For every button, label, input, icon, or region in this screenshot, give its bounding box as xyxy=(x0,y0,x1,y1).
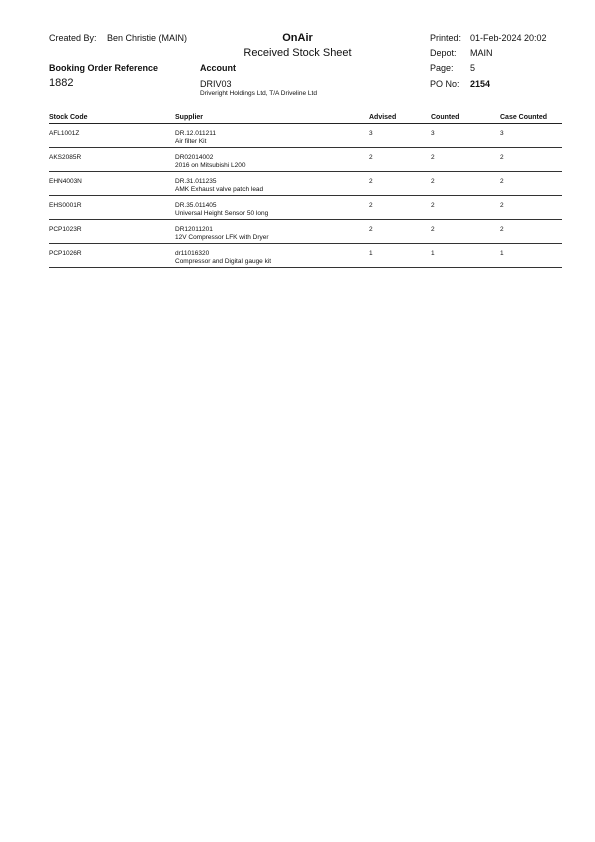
case-counted-qty: 3 xyxy=(500,130,504,137)
page-value: 5 xyxy=(470,63,476,73)
supplier-ref: DR12011201 xyxy=(175,226,213,233)
advised-qty: 3 xyxy=(369,130,373,137)
advised-qty: 2 xyxy=(369,226,373,233)
stock-code: PCP1023R xyxy=(49,226,82,233)
item-description: Air filter Kit xyxy=(175,138,207,145)
table-header-row xyxy=(49,114,562,124)
case-counted-qty: 2 xyxy=(500,226,504,233)
case-counted-qty: 2 xyxy=(500,154,504,161)
account-name: Driveright Holdings Ltd, T/A Driveline Ltd xyxy=(200,90,317,97)
col-header-case-counted: Case Counted xyxy=(500,114,548,121)
advised-qty: 1 xyxy=(369,250,373,257)
col-header-counted: Counted xyxy=(431,114,460,121)
advised-qty: 2 xyxy=(369,178,373,185)
supplier-ref: DR.12.011211 xyxy=(175,130,216,137)
supplier-ref: dr11016320 xyxy=(175,250,210,257)
stock-code: PCP1026R xyxy=(49,250,82,257)
booking-ref-label: Booking Order Reference xyxy=(49,63,159,73)
account-code: DRIV03 xyxy=(200,79,232,89)
counted-qty: 2 xyxy=(431,154,435,161)
advised-qty: 2 xyxy=(369,154,373,161)
po-value: 2154 xyxy=(470,79,491,89)
item-description: 12V Compressor LFK with Dryer xyxy=(175,234,269,241)
table-row xyxy=(49,196,562,220)
sheet-title: Received Stock Sheet xyxy=(243,47,352,59)
counted-qty: 3 xyxy=(431,130,435,137)
item-description: Compressor and Digital gauge kit xyxy=(175,258,272,265)
company-name: OnAir xyxy=(282,32,313,44)
supplier-ref: DR.35.011405 xyxy=(175,202,217,209)
stock-code: AKS2085R xyxy=(49,154,82,161)
printed-label: Printed: xyxy=(430,33,462,43)
table-row xyxy=(49,124,562,148)
stock-table xyxy=(49,114,562,268)
account-label: Account xyxy=(200,63,236,73)
counted-qty: 2 xyxy=(431,202,435,209)
page-label: Page: xyxy=(430,63,454,73)
table-row xyxy=(49,244,562,268)
table-row xyxy=(49,220,562,244)
item-description: Universal Height Sensor 50 long xyxy=(175,210,269,217)
depot-value: MAIN xyxy=(470,48,493,58)
col-header-supplier: Supplier xyxy=(175,114,204,121)
counted-qty: 2 xyxy=(431,178,435,185)
stock-code: EHN4003N xyxy=(49,178,82,185)
po-label: PO No: xyxy=(430,79,460,89)
counted-qty: 2 xyxy=(431,226,435,233)
printed-value: 01-Feb-2024 20:02 xyxy=(470,33,547,43)
counted-qty: 1 xyxy=(431,250,435,257)
created-by-label: Created By: xyxy=(49,33,97,43)
case-counted-qty: 1 xyxy=(500,250,504,257)
table-row xyxy=(49,148,562,172)
advised-qty: 2 xyxy=(369,202,373,209)
case-counted-qty: 2 xyxy=(500,202,504,209)
table-row xyxy=(49,172,562,196)
case-counted-qty: 2 xyxy=(500,178,504,185)
stock-code: EHS0001R xyxy=(49,202,82,209)
supplier-ref: DR02014002 xyxy=(175,154,214,161)
created-by-value: Ben Christie (MAIN) xyxy=(107,33,188,43)
stock-code: AFL1001Z xyxy=(49,130,80,137)
depot-label: Depot: xyxy=(430,48,457,58)
item-description: AMK Exhaust valve patch lead xyxy=(175,186,264,193)
supplier-ref: DR.31.011235 xyxy=(175,178,217,185)
booking-ref-value: 1882 xyxy=(49,77,74,89)
col-header-advised: Advised xyxy=(369,114,397,121)
col-header-stock-code: Stock Code xyxy=(49,114,88,121)
item-description: 2016 on Mitsubishi L200 xyxy=(175,162,246,169)
